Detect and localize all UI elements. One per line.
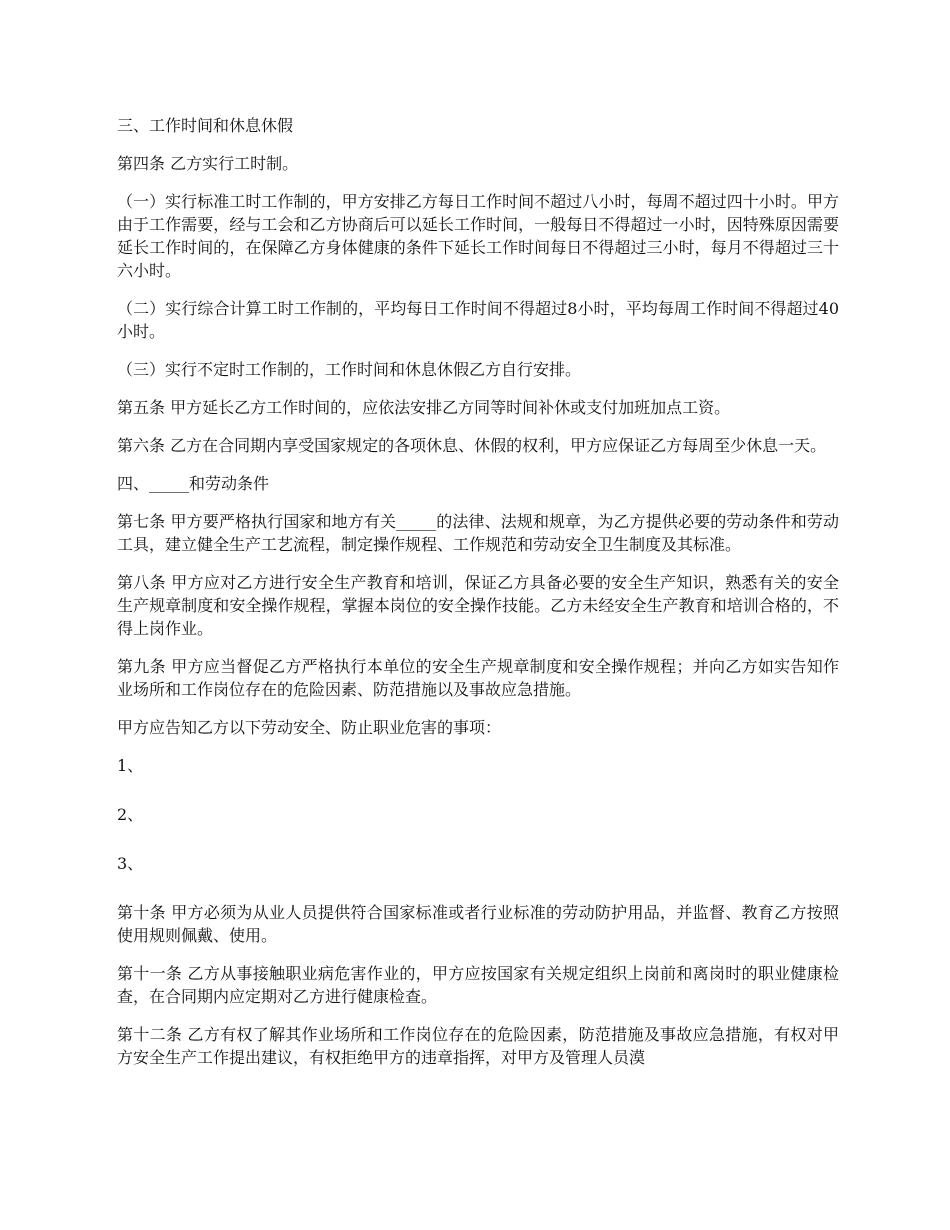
hazard-notice-intro: 甲方应告知乙方以下劳动安全、防止职业危害的事项： bbox=[117, 718, 502, 737]
section-heading-labor-conditions: 四、_____和劳动条件 bbox=[117, 474, 270, 493]
article-12: 第十二条 乙方有权了解其作业场所和工作岗位存在的危险因素，防范措施及事故应急措施，有权对甲方安全生产工作提出建议，有权拒绝甲方的违章指挥，对甲方及管理人员漠 bbox=[117, 1025, 839, 1067]
list-item: 2、 bbox=[117, 805, 144, 824]
article-11: 第十一条 乙方从事接触职业病危害作业的，甲方应按国家有关规定组织上岗前和离岗时的职业健康检查，在合同期内应定期对乙方进行健康检查。 bbox=[117, 964, 839, 1006]
section-heading-work-hours: 三、工作时间和休息休假 bbox=[117, 116, 294, 135]
article-10: 第十条 甲方必须为从业人员提供符合国家标准或者行业标准的劳动防护用品，并监督、教育乙方按照使用规则佩戴、使用。 bbox=[117, 903, 839, 945]
article-6: 第六条 乙方在合同期内享受国家规定的各项休息、休假的权利，甲方应保证乙方每周至少休息一天。 bbox=[117, 436, 827, 455]
article-9: 第九条 甲方应当督促乙方严格执行本单位的安全生产规章制度和安全操作规程；并向乙方如实告知作业场所和工作岗位存在的危险因素、防范措施以及事故应急措施。 bbox=[117, 657, 839, 699]
article-4-item-1: （一）实行标准工时工作制的，甲方安排乙方每日工作时间不超过八小时，每周不超过四十小时。甲方由于工作需要，经与工会和乙方协商后可以延长工作时间，一般每日不得超过一小时，因特殊原因需要延长工作时间的，在保障乙方身体健康的条件下延长工作时间每日不得超过三小时，每月不得超过三十六小时。 bbox=[117, 192, 839, 280]
document-page bbox=[117, 114, 839, 1084]
article-4-item-3: （三）实行不定时工作制的，工作时间和休息休假乙方自行安排。 bbox=[117, 360, 582, 379]
article-4: 第四条 乙方实行工时制。 bbox=[117, 154, 299, 173]
article-4-item-2: （二）实行综合计算工时工作制的，平均每日工作时间不得超过8小时，平均每周工作时间不得超过40小时。 bbox=[117, 299, 839, 341]
article-7: 第七条 甲方要严格执行国家和地方有关_____的法律、法规和规章，为乙方提供必要的劳动条件和劳动工具，建立健全生产工艺流程，制定操作规程、工作规范和劳动安全卫生制度及其标准。 bbox=[117, 512, 839, 554]
list-item: 1、 bbox=[117, 756, 144, 775]
article-8: 第八条 甲方应对乙方进行安全生产教育和培训，保证乙方具备必要的安全生产知识，熟悉有关的安全生产规章制度和安全操作规程，掌握本岗位的安全操作技能。乙方未经安全生产教育和培训合格的，不得上岗作业。 bbox=[117, 573, 839, 638]
list-item: 3、 bbox=[117, 854, 144, 873]
article-5: 第五条 甲方延长乙方工作时间的，应依法安排乙方同等时间补休或支付加班加点工资。 bbox=[117, 398, 731, 417]
